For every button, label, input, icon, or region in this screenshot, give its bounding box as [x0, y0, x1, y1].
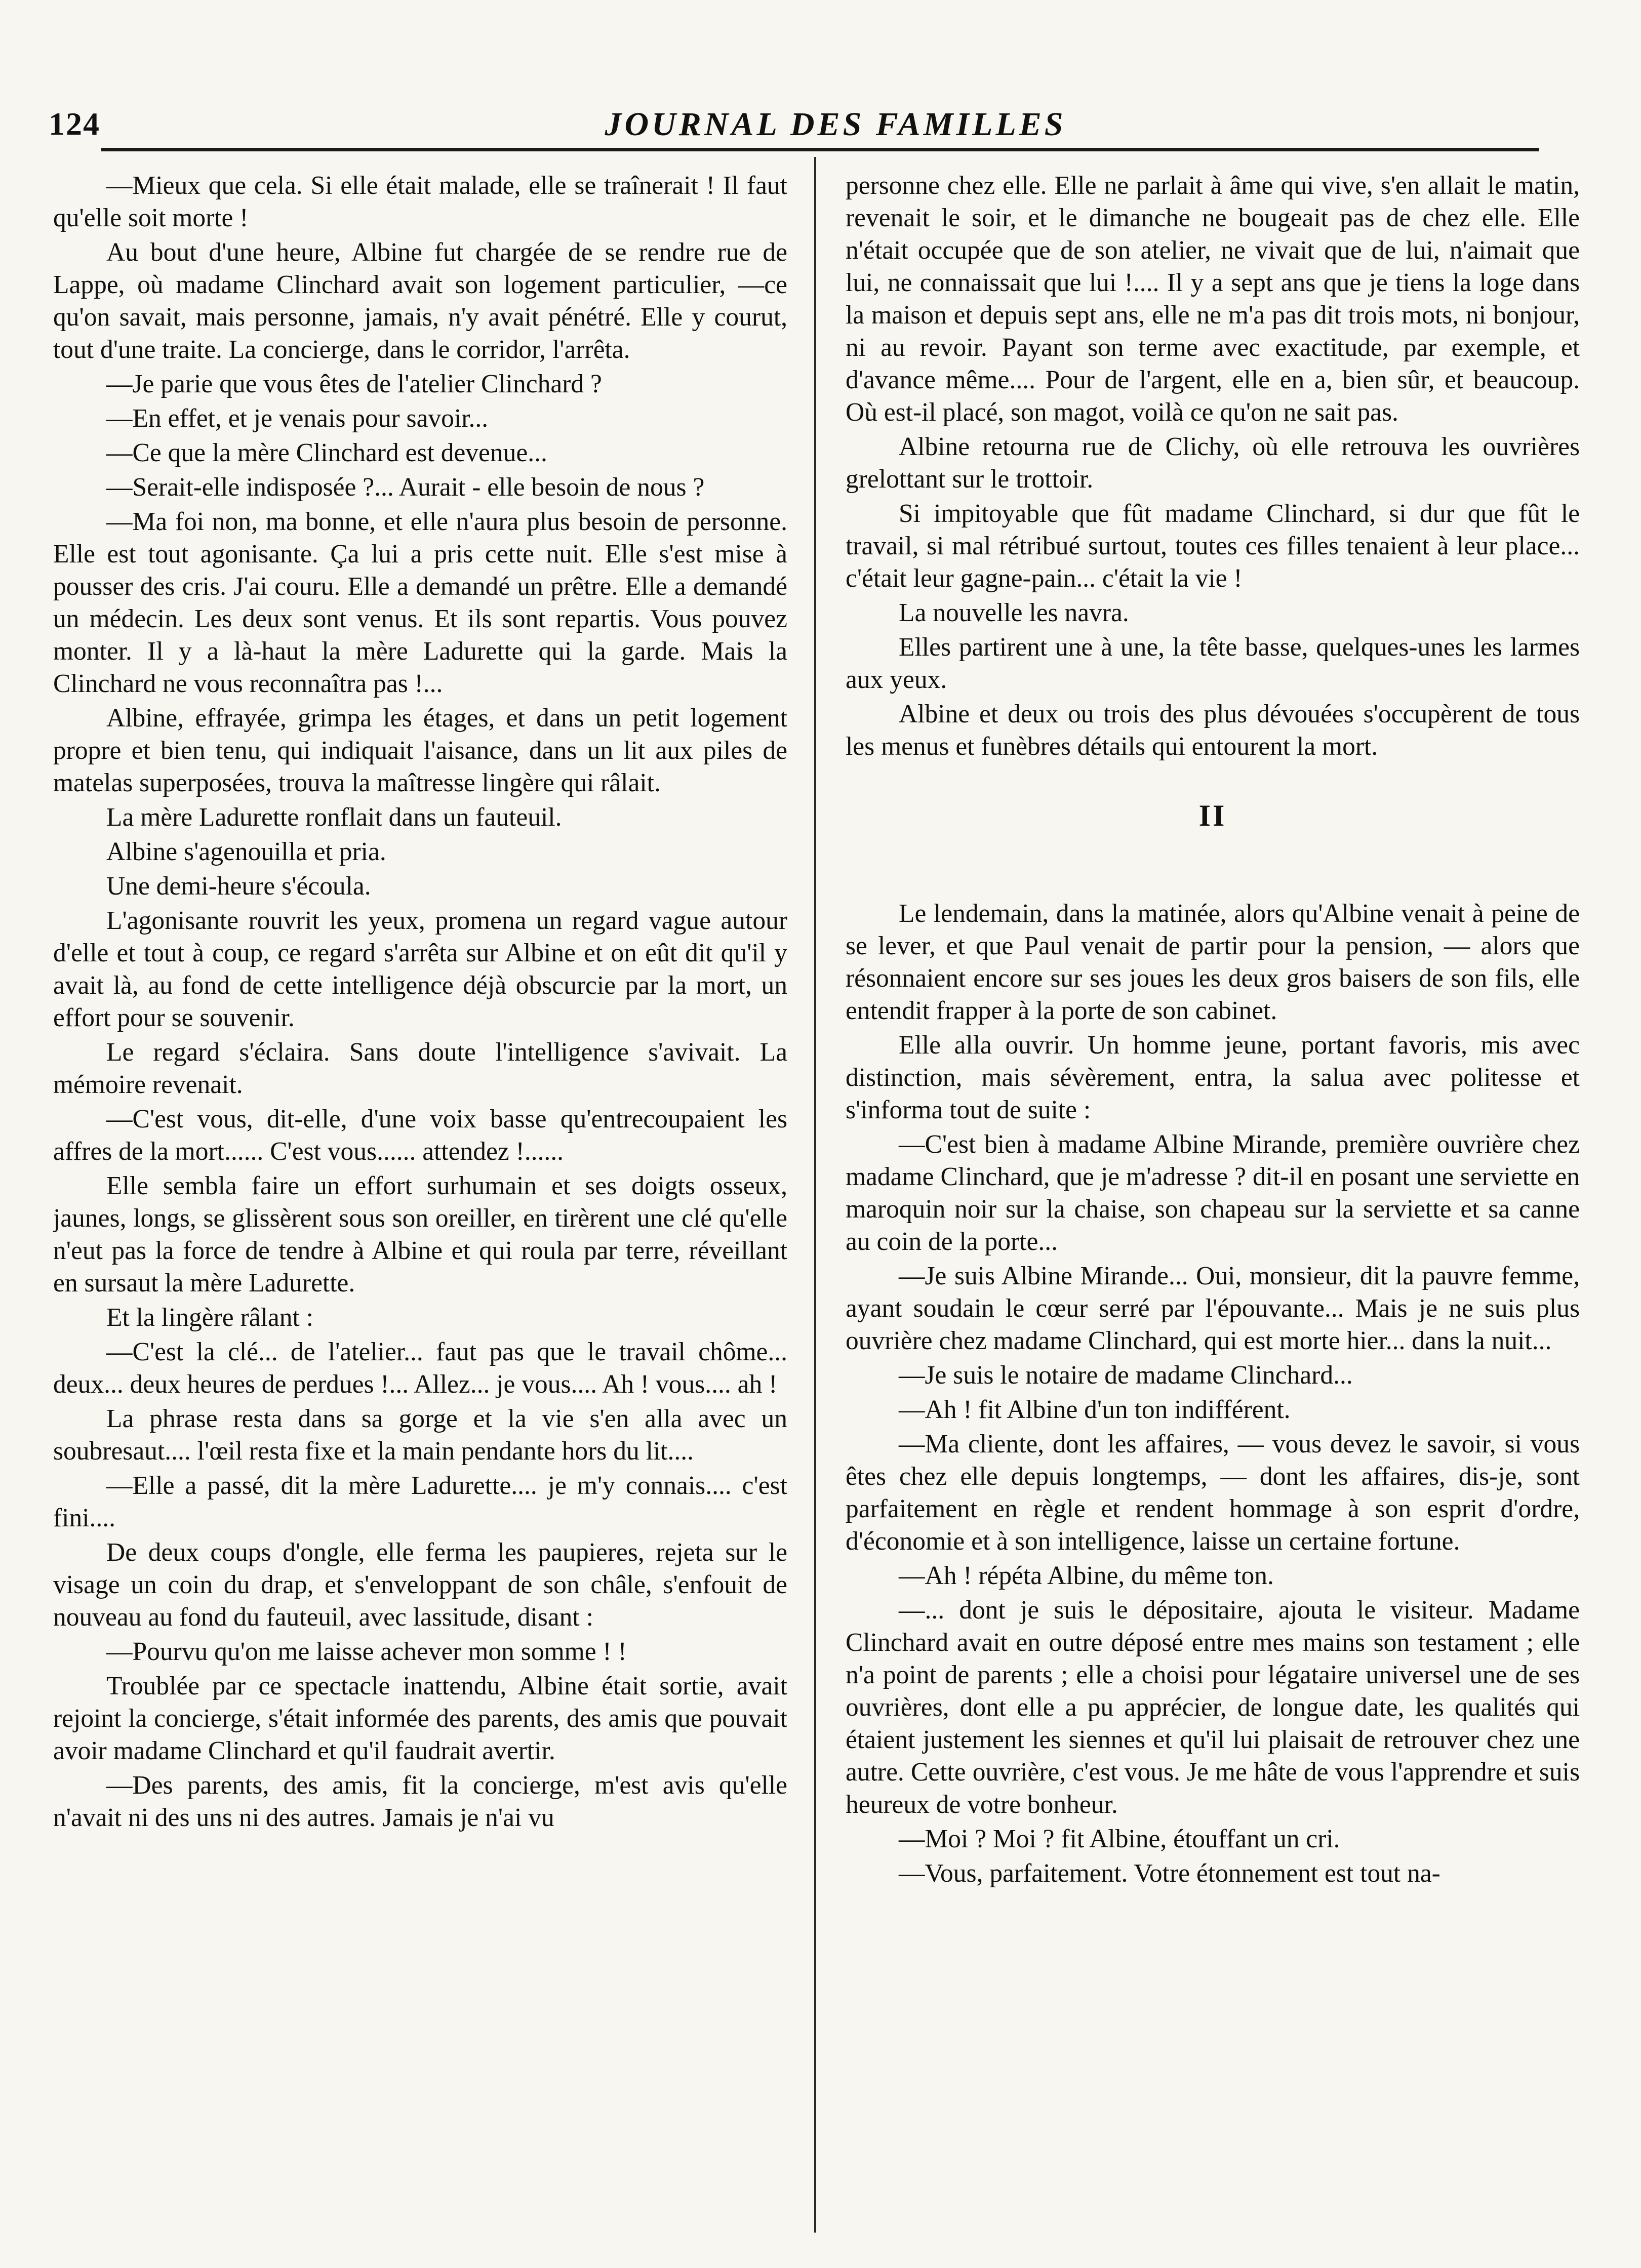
paragraph: —C'est la clé... de l'atelier... faut pas que le travail chôme... deux... deux heures de perdues !... Allez... je vous.... Ah ! vous.... ah ! — [53, 1338, 787, 1399]
paragraph: —Mieux que cela. Si elle était malade, elle se traînerait ! Il faut qu'elle soit morte ! — [53, 171, 787, 232]
paragraph: Le regard s'éclaira. Sans doute l'intelligence s'avivait. La mémoire revenait. — [53, 1038, 787, 1099]
paragraph: Une demi-heure s'écoula. — [106, 872, 371, 901]
paragraph: —Elle a passé, dit la mère Ladurette.... je m'y connais.... c'est fini.... — [53, 1471, 787, 1532]
paragraph: —C'est bien à madame Albine Mirande, première ouvrière chez madame Clinchard, que je m'adresse ? dit-il en posant une serviette en maroquin noir sur la chaise, son chapeau sur la serviette et sa canne au coin de la porte... — [846, 1130, 1580, 1256]
paragraph: Au bout d'une heure, Albine fut chargée de se rendre rue de Lappe, où madame Clinchard avait son logement particulier, —ce qu'on savait, mais personne, jamais, n'y avait pénétré. Elle y courut, tout d'une traite. La concierge, dans le corridor, l'arrêta. — [53, 238, 787, 364]
paragraph: La phrase resta dans sa gorge et la vie s'en alla avec un soubresaut.... l'œil resta fixe et la main pendante hors du lit.... — [53, 1404, 787, 1466]
paragraph: —... dont je suis le dépositaire, ajouta le visiteur. Madame Clinchard avait en outre déposé entre mes mains son testament ; elle n'a point de parents ; elle a choisi pour légataire universel une de ses ouvrières, dont elle a pu apprécier, de longue date, les qualités qui étaient justement les siennes et qu'il lui plaisait de retrouver chez une autre. Cette ouvrière, c'est vous. Je me hâte de vous l'apprendre et suis heureux de votre bonheur. — [846, 1596, 1580, 1819]
running-title: JOURNAL DES FAMILLES — [605, 106, 1066, 143]
paragraph: —En effet, et je venais pour savoir... — [106, 404, 489, 433]
paragraph: —Des parents, des amis, fit la concierge, m'est avis qu'elle n'avait ni des uns ni des autres. Jamais je n'ai vu — [53, 1771, 787, 1832]
paragraph: De deux coups d'ongle, elle ferma les paupieres, rejeta sur le visage un coin du drap, et s'enveloppant de son châle, s'enfouit de nouveau au fond du fauteuil, avec lassitude, disant : — [53, 1538, 787, 1632]
paragraph: —Moi ? Moi ? fit Albine, étouffant un cri. — [899, 1825, 1340, 1853]
header-rule — [101, 148, 1539, 151]
paragraph: —Pourvu qu'on me laisse achever mon somme ! ! — [106, 1637, 627, 1666]
paragraph: Troublée par ce spectacle inattendu, Albine était sortie, avait rejoint la concierge, s'était informée des parents, des amis que pouvait avoir madame Clinchard et qu'il faudrait avertir. — [53, 1672, 787, 1765]
paragraph: La nouvelle les navra. — [899, 598, 1129, 627]
paragraph: —Ah ! fit Albine d'un ton indifférent. — [899, 1395, 1291, 1424]
column-divider — [814, 157, 816, 2233]
paragraph: La mère Ladurette ronflait dans un fauteuil. — [106, 803, 562, 832]
page-header — [0, 0, 1641, 167]
right-column — [846, 170, 1580, 2235]
paragraph: —Ah ! répéta Albine, du même ton. — [899, 1561, 1274, 1590]
page-number: 124 — [49, 106, 100, 142]
paragraph: Si impitoyable que fût madame Clinchard, si dur que fût le travail, si mal rétribué surtout, toutes ces filles tenaient à leur place... c'était leur gagne-pain... c'était la vie ! — [846, 499, 1580, 593]
paragraph: Albine et deux ou trois des plus dévouées s'occupèrent de tous les menus et funèbres détails qui entourent la mort. — [846, 700, 1580, 761]
paragraph: —Je suis le notaire de madame Clinchard... — [899, 1361, 1353, 1390]
paragraph: Elles partirent une à une, la tête basse, quelques-unes les larmes aux yeux. — [846, 633, 1580, 694]
paragraph: Le lendemain, dans la matinée, alors qu'Albine venait à peine de se lever, et que Paul venait de partir pour la pension, — alors que résonnaient encore sur ses joues les deux gros baisers de son fils, elle entendit frapper à la porte de son cabinet. — [846, 899, 1580, 1025]
paragraph: L'agonisante rouvrit les yeux, promena un regard vague autour d'elle et tout à coup, ce regard s'arrêta sur Albine et on eût dit qu'il y avait là, au fond de cette intelligence déjà obscurcie par la mort, un effort pour se souvenir. — [53, 906, 787, 1032]
paragraph: —Ma foi non, ma bonne, et elle n'aura plus besoin de personne. Elle est tout agonisante. Ça lui a pris cette nuit. Elle s'est mise à pousser des cris. J'ai couru. Elle a demandé un prêtre. Elle a demandé un médecin. Les deux sont venus. Et ils sont repartis. Vous pouvez monter. Il y a là-haut la mère Ladurette qui la garde. Mais la Clinchard ne vous reconnaîtra pas !... — [53, 507, 787, 698]
paragraph: Et la lingère râlant : — [106, 1303, 313, 1332]
paragraph: —Je suis Albine Mirande... Oui, monsieur, dit la pauvre femme, ayant soudain le cœur serré par l'épouvante... Mais je ne suis plus ouvrière chez madame Clinchard, qui est morte hier... dans la nuit... — [846, 1262, 1580, 1355]
paragraph: —Ce que la mère Clinchard est devenue... — [106, 438, 547, 467]
paragraph: Albine, effrayée, grimpa les étages, et dans un petit logement propre et bien tenu, qui indiquait l'aisance, dans un lit aux piles de matelas superposées, trouva la maîtresse lingère qui râlait. — [53, 704, 787, 797]
paragraph: —Serait-elle indisposée ?... Aurait - elle besoin de nous ? — [106, 473, 705, 502]
section-number: II — [1198, 799, 1227, 832]
paragraph: Albine retourna rue de Clichy, où elle retrouva les ouvrières grelottant sur le trottoir. — [846, 432, 1580, 494]
paragraph: Elle sembla faire un effort surhumain et ses doigts osseux, jaunes, longs, se glissèrent sous son oreiller, en tirèrent une clé qu'elle n'eut pas la force de tendre à Albine et qui roula par terre, réveillant en sursaut la mère Ladurette. — [53, 1171, 787, 1298]
paragraph: —C'est vous, dit-elle, d'une voix basse qu'entrecoupaient les affres de la mort...... C'est vous...... attendez !...... — [53, 1105, 787, 1166]
paragraph: —Je parie que vous êtes de l'atelier Clinchard ? — [106, 370, 602, 398]
paragraph: —Vous, parfaitement. Votre étonnement est tout na- — [899, 1859, 1440, 1888]
paragraph: Albine s'agenouilla et pria. — [106, 837, 386, 866]
paragraph: Elle alla ouvrir. Un homme jeune, portant favoris, mis avec distinction, mais sévèrement, entra, la salua avec politesse et s'informa tout de suite : — [846, 1031, 1580, 1124]
left-column — [53, 170, 787, 2235]
paragraph: personne chez elle. Elle ne parlait à âme qui vive, s'en allait le matin, revenait le soir, et le dimanche ne bougeait pas de chez elle. Elle n'était occupée que de son atelier, ne vivait que de lui, n'aimait que lui, ne connaissait que lui !.... Il y a sept ans que je tiens la loge dans la maison et depuis sept ans, elle ne m'a pas dit trois mots, ni bonjour, ni au revoir. Payant son terme avec exactitude, par exemple, et d'avance même.... Pour de l'argent, elle en a, bien sûr, et beaucoup. Où est-il placé, son magot, voilà ce qu'on ne sait pas. — [846, 171, 1580, 427]
paragraph: —Ma cliente, dont les affaires, — vous devez le savoir, si vous êtes chez elle depuis longtemps, — dont les affaires, dis-je, sont parfaitement en règle et rendent hommage à son esprit d'ordre, d'économie et à son intelligence, laisse un certaine fortune. — [846, 1430, 1580, 1556]
